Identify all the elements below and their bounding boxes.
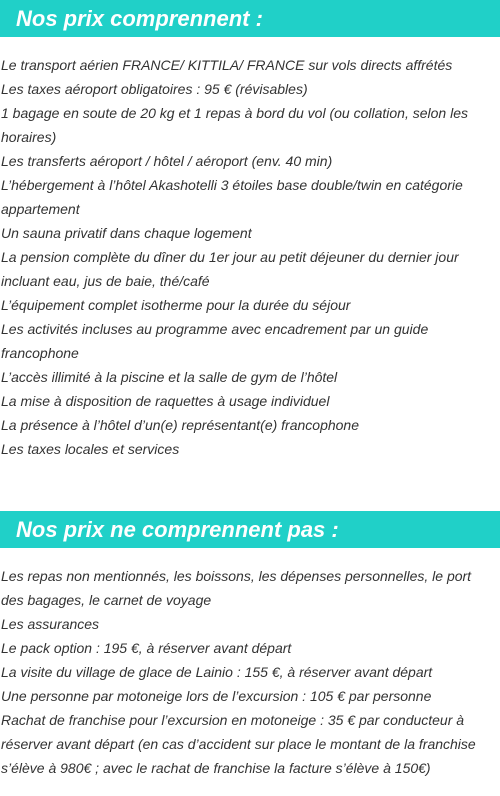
list-item: L’accès illimité à la piscine et la salle de gym de l’hôtel [1, 369, 338, 385]
list-item: La mise à disposition de raquettes à usage individuel [1, 393, 330, 409]
list-item: Les transferts aéroport / hôtel / aéroport (env. 40 min) [1, 153, 333, 169]
list-item: Le transport aérien FRANCE/ KITTILA/ FRANCE sur vols directs affrétés [1, 57, 453, 73]
includes-list [0, 53, 500, 461]
list-item: La pension complète du dîner du 1er jour au petit déjeuner du dernier jour incluant eau, jus de baie, thé/café [1, 249, 459, 289]
list-item: Les taxes locales et services [1, 441, 180, 457]
list-item: Les repas non mentionnés, les boissons, les dépenses personnelles, le port des bagages, le carnet de voyage [1, 568, 472, 608]
list-item: Une personne par motoneige lors de l’excursion : 105 € par personne [1, 688, 432, 704]
list-item: L’équipement complet isotherme pour la durée du séjour [1, 297, 351, 313]
list-item: La visite du village de glace de Lainio : 155 €, à réserver avant départ [1, 664, 433, 680]
includes-section-header: Nos prix comprennent : [0, 0, 500, 37]
list-item: Le pack option : 195 €, à réserver avant départ [1, 640, 292, 656]
excludes-list [0, 564, 500, 780]
list-item: La présence à l’hôtel d’un(e) représentant(e) francophone [1, 417, 360, 433]
list-item: L’hébergement à l’hôtel Akashotelli 3 étoiles base double/twin en catégorie appartement [1, 177, 463, 217]
list-item: Les taxes aéroport obligatoires : 95 € (révisables) [1, 81, 308, 97]
excludes-section-header: Nos prix ne comprennent pas : [0, 511, 500, 548]
list-item: Rachat de franchise pour l’excursion en motoneige : 35 € par conducteur à réserver avant départ (en cas d’accident sur place le montant de la franchise s’élève à 980€ ; avec le rachat de franchise la facture s’élève à 150€) [1, 712, 476, 776]
list-item: Un sauna privatif dans chaque logement [1, 225, 252, 241]
list-item: Les activités incluses au programme avec encadrement par un guide francophone [1, 321, 429, 361]
list-item: Les assurances [1, 616, 100, 632]
list-item: 1 bagage en soute de 20 kg et 1 repas à bord du vol (ou collation, selon les horaires) [1, 105, 468, 145]
